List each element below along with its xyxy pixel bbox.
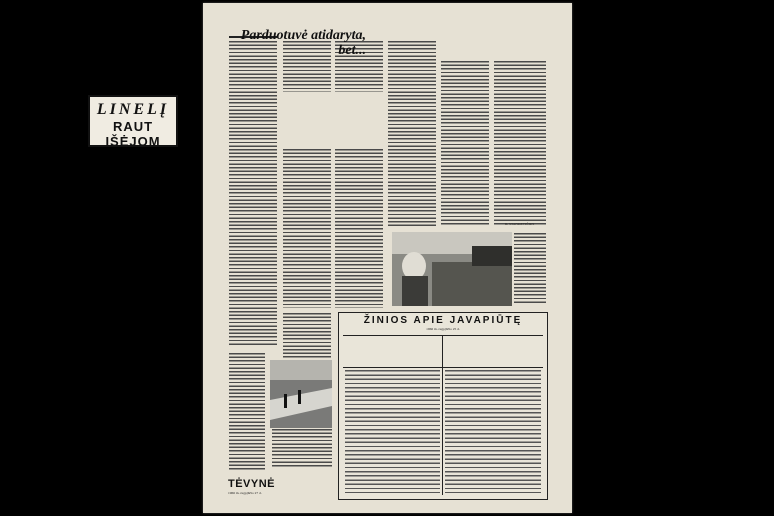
- text-column-mid-low: [283, 312, 331, 358]
- text-column-left-low: [229, 352, 265, 470]
- harvest-table: [338, 312, 548, 500]
- text-column-4: [388, 40, 436, 226]
- masthead-name: TĖVYNĖ: [228, 478, 276, 490]
- text-column-3b: [335, 148, 383, 308]
- table-header-rule: [343, 335, 543, 336]
- headline-line1: LINELĮ: [96, 101, 170, 118]
- table-subtitle: 1966 m. rugpjūčio 25 d.: [426, 327, 460, 331]
- text-column-1: [229, 40, 277, 346]
- masthead-date: 1966 m. rugpjūčio 27 d.: [228, 491, 262, 495]
- table-title: ŽINIOS APIE JAVAPIŪTĘ: [363, 315, 523, 326]
- harvest-photo: [392, 232, 512, 306]
- canal-photo: [270, 360, 332, 428]
- text-column-5: [441, 60, 489, 226]
- table-right-rows: [445, 369, 541, 493]
- table-divider: [442, 335, 443, 495]
- headline-line2: RAUT IŠĖJOM: [105, 119, 161, 149]
- text-column-2b: [283, 148, 331, 308]
- main-headline-box: [88, 95, 178, 147]
- store-article-headline: Parduotuvė atidaryta, bet...: [240, 28, 366, 58]
- caption-text: [272, 428, 332, 468]
- harvest-photo-caption: [514, 232, 546, 304]
- table-left-rows: [345, 369, 440, 493]
- text-column-6: [494, 60, 546, 226]
- canal-photo-image: [270, 360, 332, 428]
- harvest-photo-image: [392, 232, 512, 306]
- table-header-bottom: [343, 367, 543, 368]
- store-signature: R. STANKEVIČIUS: [505, 222, 535, 226]
